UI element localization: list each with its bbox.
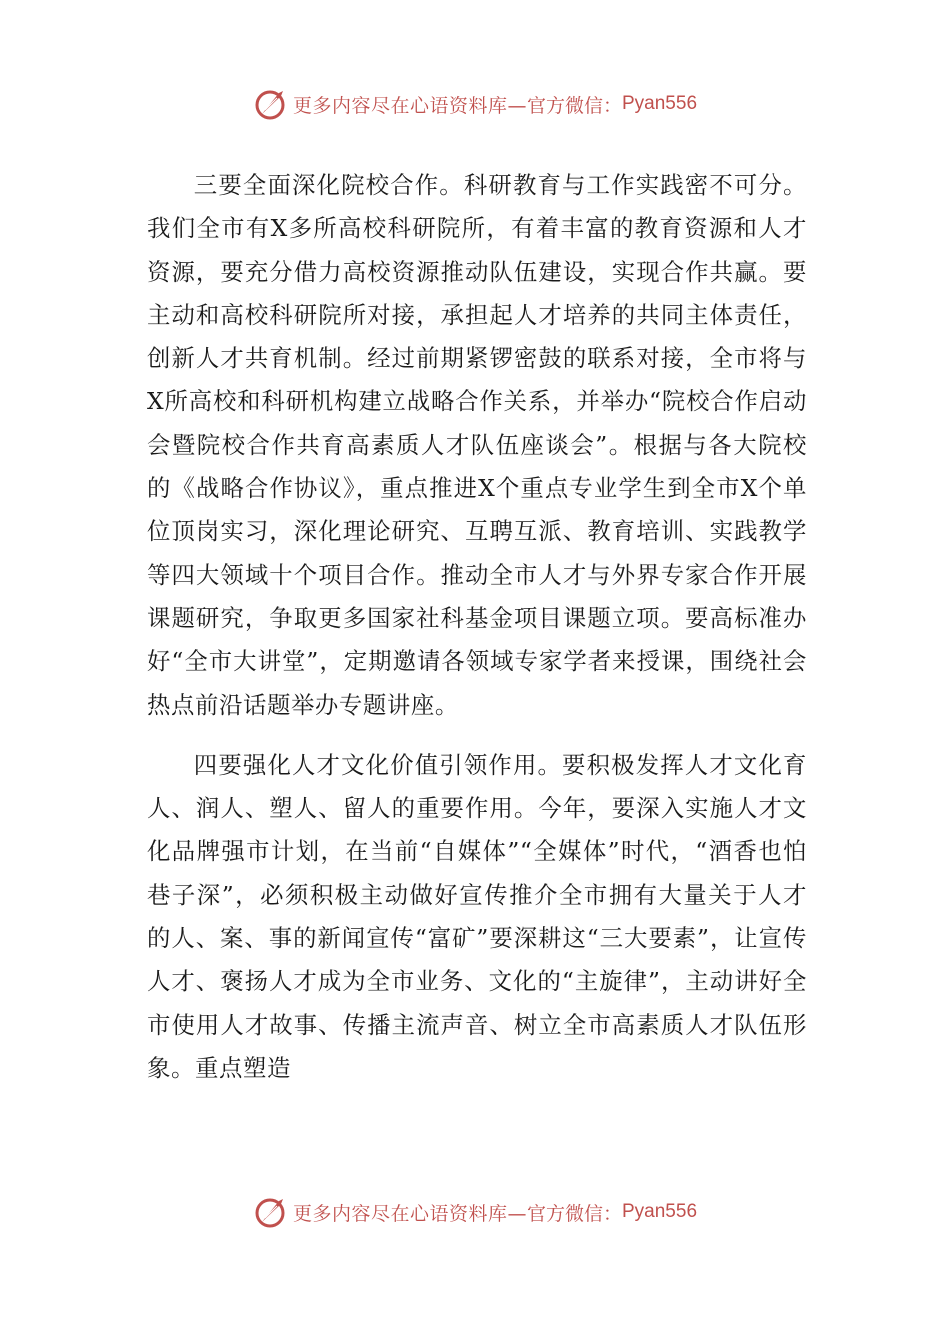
banner-wechat-label: 官方微信：: [526, 1202, 622, 1225]
banner-site-text: 更多内容尽在心语资料库—: [292, 94, 527, 117]
footer-banner: [0, 1192, 950, 1232]
banner-site-text: 更多内容尽在心语资料库—: [292, 1202, 527, 1225]
banner-wechat-id: Pyan556: [622, 93, 698, 114]
banner-wechat-id: Pyan556: [622, 1201, 698, 1222]
quill-logo-icon: [253, 1194, 289, 1230]
banner-wechat-label: 官方微信：: [526, 94, 622, 117]
quill-logo-icon: [253, 86, 289, 122]
paragraph-3: 三要全面深化院校合作。科研教育与工作实践密不可分。我们全市有X多所高校科研院所，有着丰富的教育资源和人才资源，要充分借力高校资源推动队伍建设，实现合作共赢。要主动和高校科研院所对接，承担起人才培养的共同主体责任，创新人才共育机制。经过前期紧锣密鼓的联系对接，全市将与X所高校和科研机构建立战略合作关系，并举办“院校合作启动会暨院校合作共育高素质人才队伍座谈会”。根据与各大院校的《战略合作协议》，重点推进X个重点专业学生到全市X个单位顶岗实习，深化理论研究、互聘互派、教育培训、实践教学等四大领域十个项目合作。推动全市人才与外界专家合作开展课题研究，争取更多国家社科基金项目课题立项。要高标准办好“全市大讲堂”，定期邀请各领域专家学者来授课，围绕社会热点前沿话题举办专题讲座。: [147, 171, 807, 719]
paragraph-4: 四要强化人才文化价值引领作用。要积极发挥人才文化育人、润人、塑人、留人的重要作用。今年，要深入实施人才文化品牌强市计划，在当前“自媒体”“全媒体”时代，“酒香也怕巷子深”，必须积极主动做好宣传推介全市拥有大量关于人才的人、案、事的新闻宣传“富矿”要深耕这“三大要素”，让宣传人才、褒扬人才成为全市业务、文化的“主旋律”，主动讲好全市使用人才故事、传播主流声音、树立全市高素质人才队伍形象。重点塑造: [147, 750, 807, 1082]
document-body: [147, 164, 807, 1090]
header-banner: [0, 84, 950, 124]
